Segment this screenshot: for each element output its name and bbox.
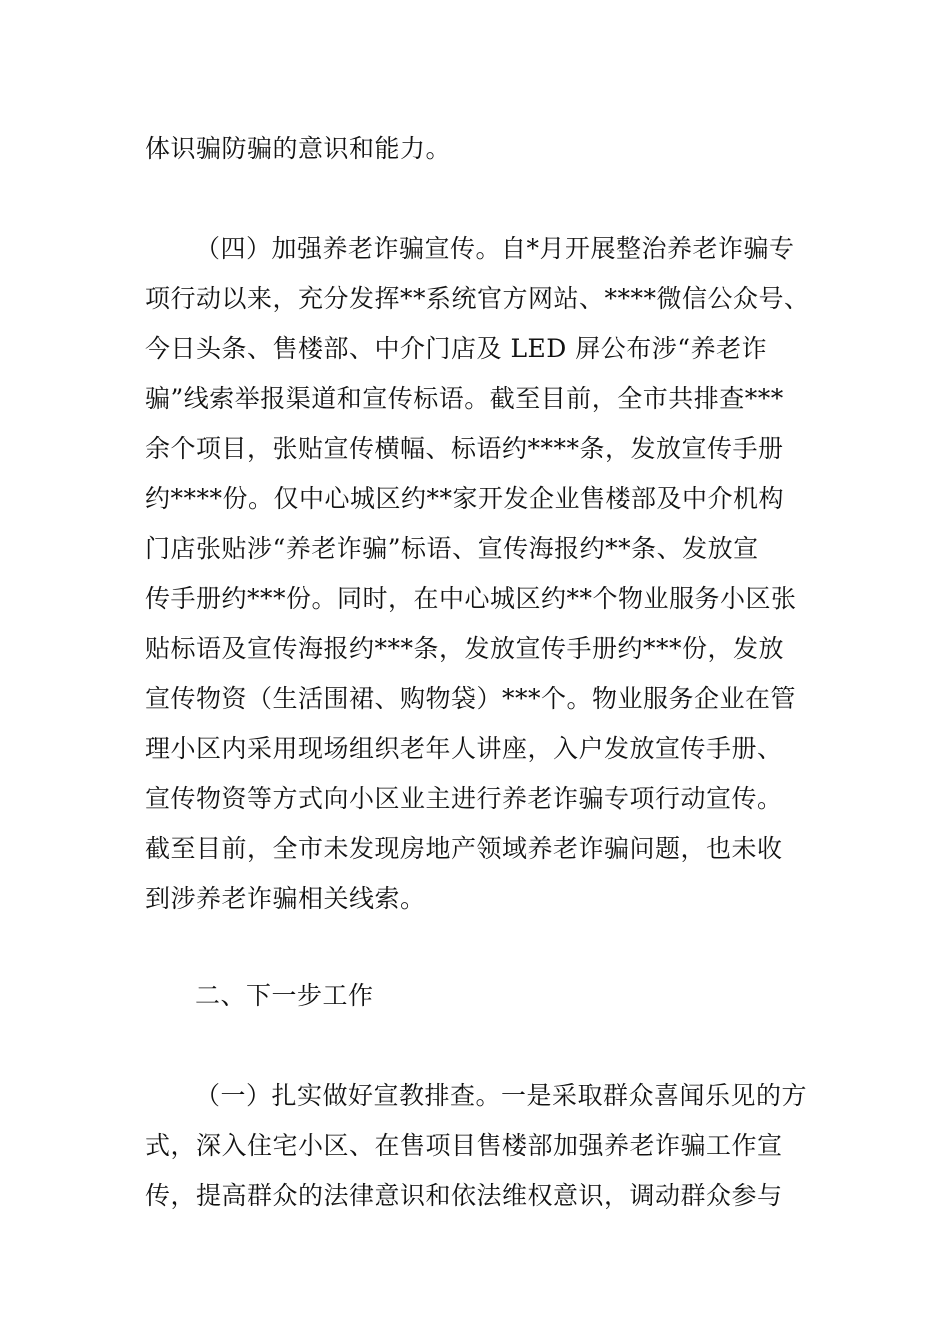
section-heading-line: （一）扎实做好宣教排查。一是采取群众喜闻乐见的方 (195, 1081, 808, 1110)
section-heading-line: （四）加强养老诈骗宣传。自*月开展整治养老诈骗专 (195, 234, 795, 263)
chapter-heading: 二、下一步工作 (195, 981, 374, 1010)
text-line: 到涉养老诈骗相关线索。 (145, 884, 426, 913)
text-line: 贴标语及宣传海报约***条，发放宣传手册约***份，发放 (145, 634, 785, 663)
text-line: 宣传物资（生活围裙、购物袋）***个。物业服务企业在管 (145, 684, 797, 713)
text-line: 传，提高群众的法律意识和依法维权意识，调动群众参与 (145, 1181, 783, 1210)
text-line: 余个项目，张贴宣传横幅、标语约****条，发放宣传手册 (145, 434, 784, 463)
text-line: 理小区内采用现场组织老年人讲座，入户发放宣传手册、 (145, 734, 783, 763)
text-line: 宣传物资等方式向小区业主进行养老诈骗专项行动宣传。 (145, 784, 783, 813)
text-line: 体识骗防骗的意识和能力。 (145, 134, 452, 163)
text-line: 截至目前，全市未发现房地产领域养老诈骗问题，也未收 (145, 834, 783, 863)
text-line: 今日头条、售楼部、中介门店及 LED 屏公布涉“养老诈 (145, 334, 768, 363)
text-line: 式，深入住宅小区、在售项目售楼部加强养老诈骗工作宣 (145, 1131, 783, 1160)
text-line: 门店张贴涉“养老诈骗”标语、宣传海报约**条、发放宣 (145, 534, 759, 563)
text-line: 骗”线索举报渠道和宣传标语。截至目前，全市共排查*** (145, 384, 784, 413)
text-line: 传手册约***份。同时，在中心城区约**个物业服务小区张 (145, 584, 797, 613)
text-line: 约****份。仅中心城区约**家开发企业售楼部及中介机构 (145, 484, 785, 513)
text-line: 项行动以来，充分发挥**系统官方网站、****微信公众号、 (145, 284, 810, 313)
